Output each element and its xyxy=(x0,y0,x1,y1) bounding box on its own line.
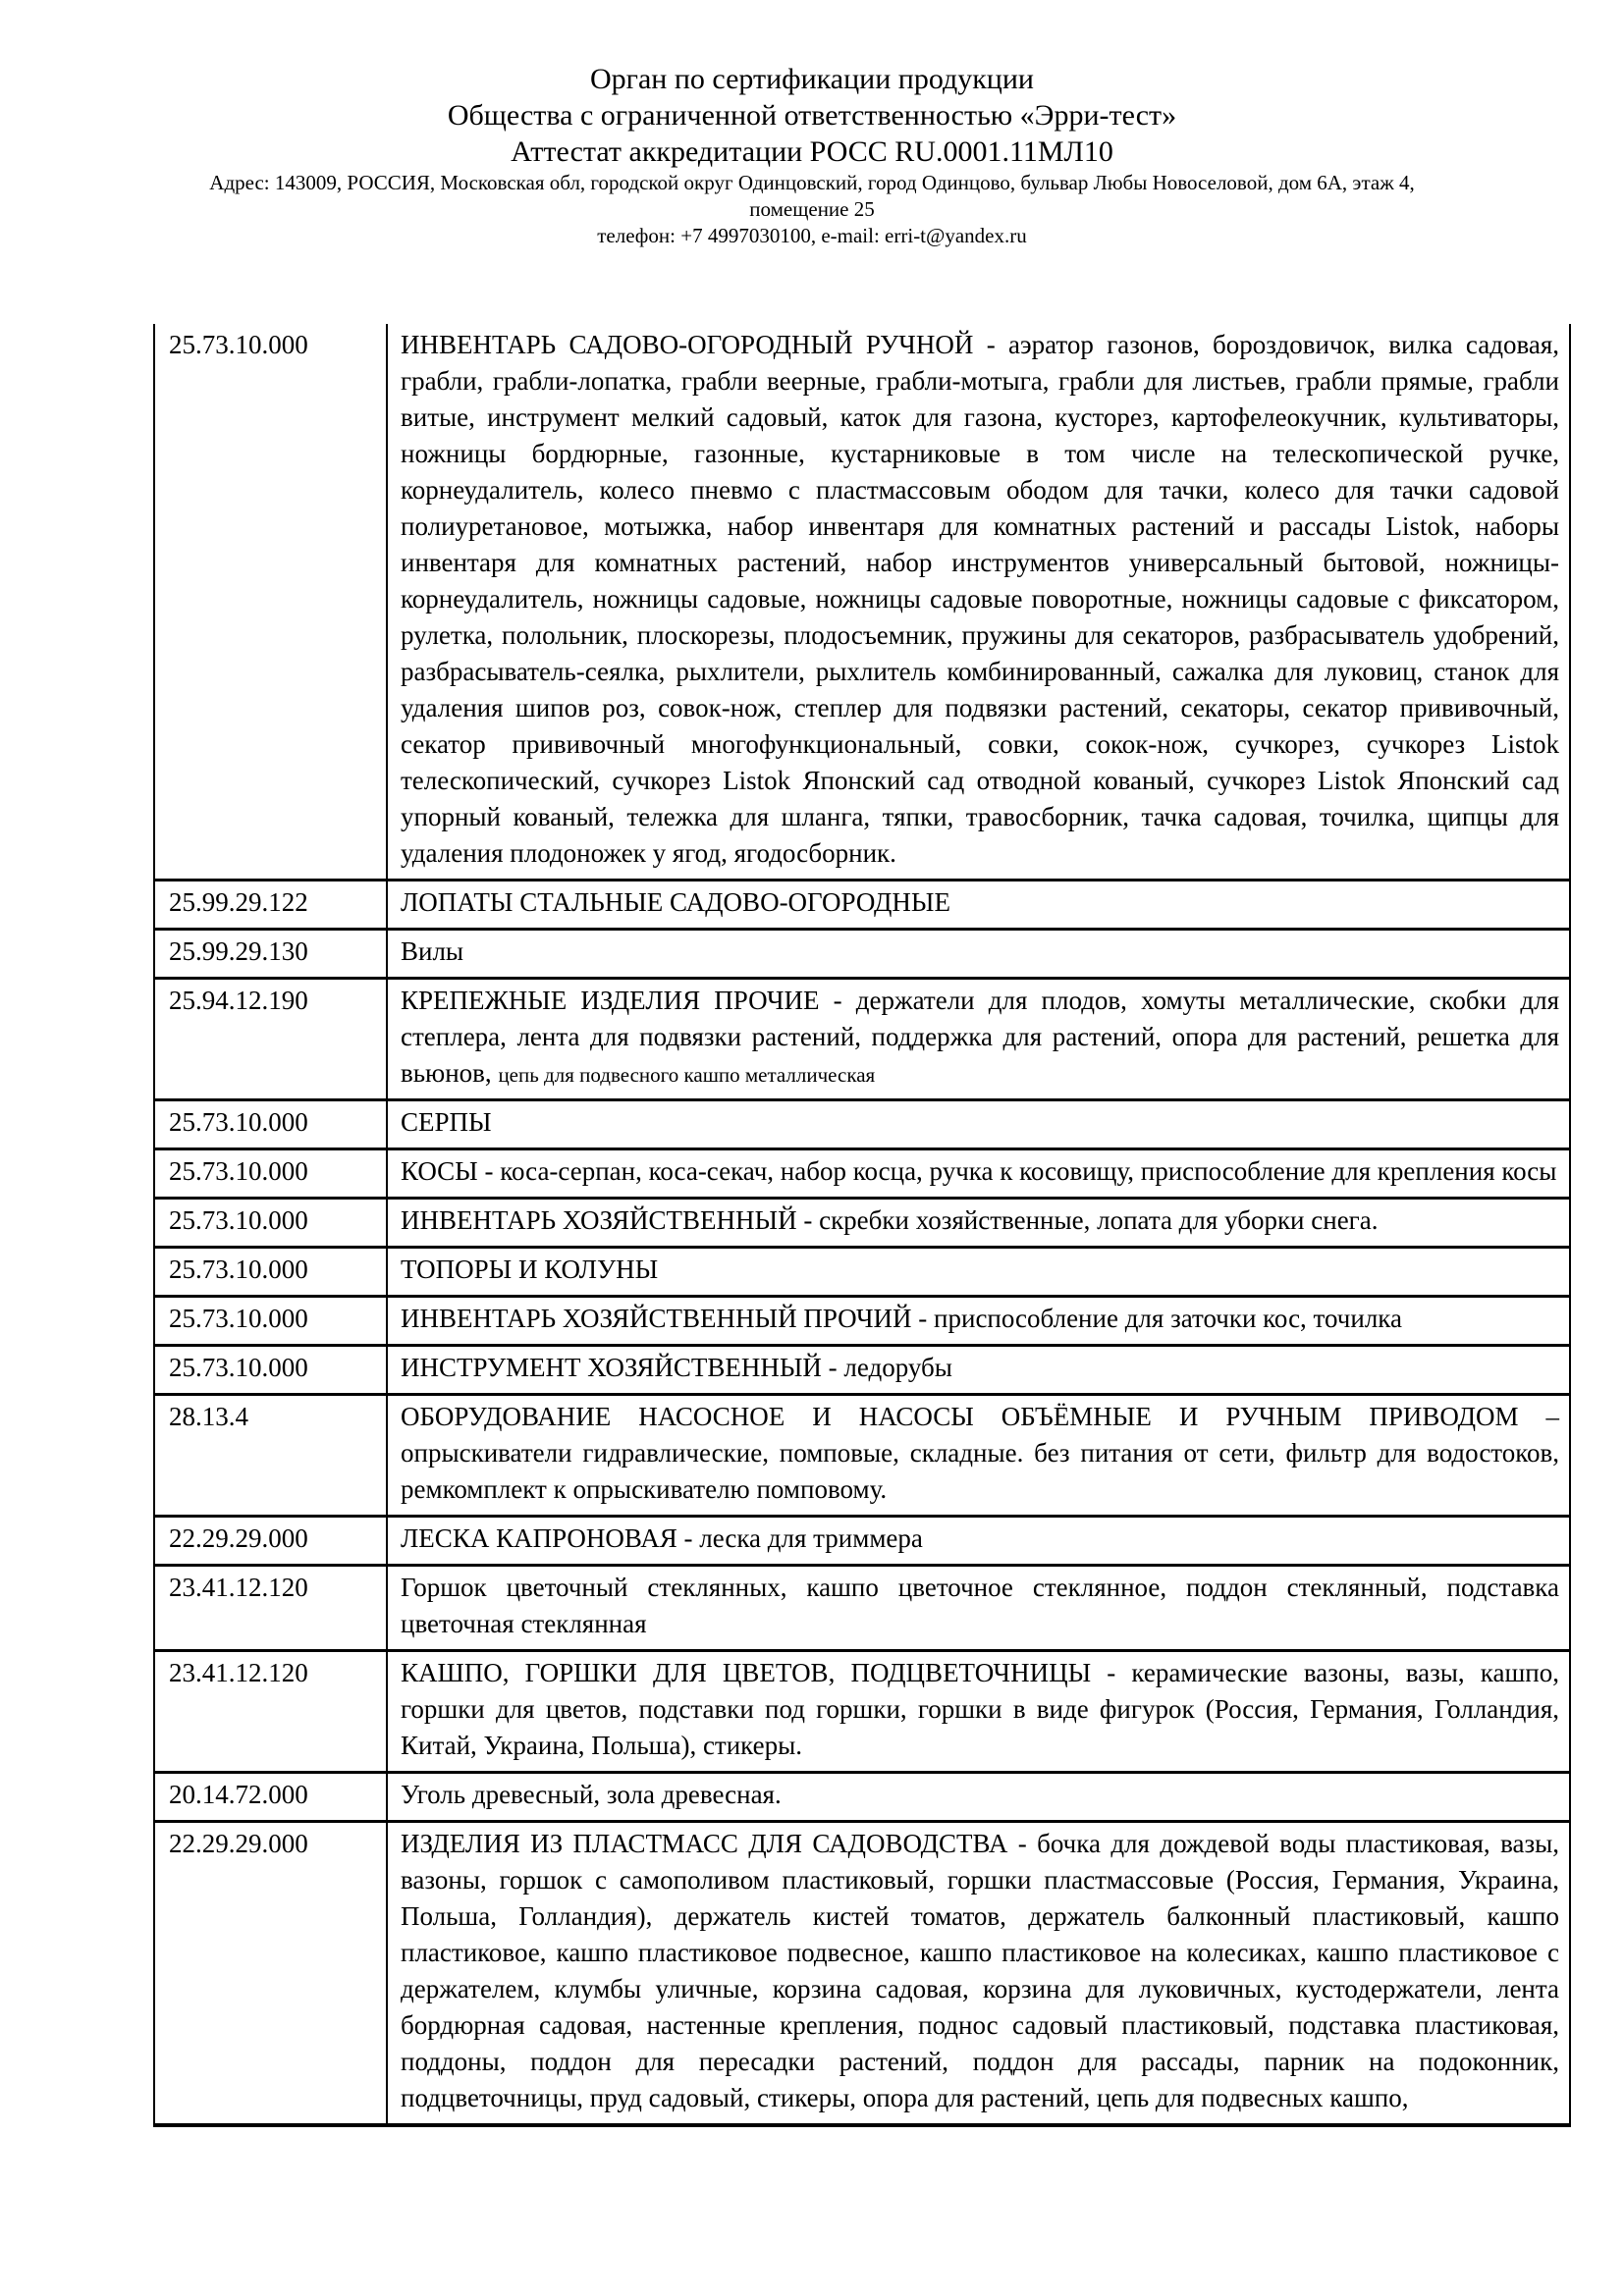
table-row xyxy=(154,1297,1570,1346)
row-description xyxy=(387,1651,1570,1773)
row-code: 25.73.10.000 xyxy=(154,1297,387,1346)
row-code: 25.99.29.130 xyxy=(154,930,387,979)
contacts-line: телефон: +7 4997030100, e-mail: erri-t@yandex.ru xyxy=(597,224,1027,247)
row-description-small-text: цепь для подвесного кашпо металлическая xyxy=(498,1063,876,1087)
row-code: 25.94.12.190 xyxy=(154,979,387,1100)
row-description xyxy=(387,1566,1570,1651)
table-row xyxy=(154,1566,1570,1651)
row-code: 25.73.10.000 xyxy=(154,1346,387,1395)
table-row xyxy=(154,1395,1570,1517)
row-description xyxy=(387,1199,1570,1248)
row-description-text: Уголь древесный, зола древесная. xyxy=(401,1780,782,1809)
table-row xyxy=(154,930,1570,979)
row-description xyxy=(387,1149,1570,1199)
table-row xyxy=(154,1248,1570,1297)
row-description-text: ЛЕСКА КАПРОНОВАЯ - леска для триммера xyxy=(401,1523,923,1553)
table-row xyxy=(154,1517,1570,1566)
table-row xyxy=(154,1149,1570,1199)
table-row xyxy=(154,1100,1570,1149)
row-description-text: СЕРПЫ xyxy=(401,1107,492,1137)
row-description-text: ЛОПАТЫ СТАЛЬНЫЕ САДОВО-ОГОРОДНЫЕ xyxy=(401,887,950,917)
address-premises-line: помещение 25 xyxy=(749,197,875,221)
table-row xyxy=(154,1651,1570,1773)
row-description xyxy=(387,979,1570,1100)
row-description xyxy=(387,1248,1570,1297)
row-code: 28.13.4 xyxy=(154,1395,387,1517)
org-name-line: Общества с ограниченной ответственностью «Эрри-тест» xyxy=(447,99,1177,132)
table-row xyxy=(154,1822,1570,2126)
row-code: 25.73.10.000 xyxy=(154,1248,387,1297)
accreditation-line: Аттестат аккредитации РОСС RU.0001.11МЛ10 xyxy=(511,135,1113,168)
row-description xyxy=(387,1773,1570,1822)
row-description-text: ИНВЕНТАРЬ ХОЗЯЙСТВЕННЫЙ - скребки хозяйственные, лопата для уборки снега. xyxy=(401,1205,1379,1235)
row-code: 25.73.10.000 xyxy=(154,324,387,881)
row-description xyxy=(387,1517,1570,1566)
row-code: 25.73.10.000 xyxy=(154,1199,387,1248)
row-description xyxy=(387,881,1570,930)
row-description xyxy=(387,1297,1570,1346)
row-description xyxy=(387,1100,1570,1149)
row-description-text: ТОПОРЫ И КОЛУНЫ xyxy=(401,1255,659,1284)
document-header xyxy=(0,0,1624,249)
row-description xyxy=(387,1395,1570,1517)
row-description-text: ИНСТРУМЕНТ ХОЗЯЙСТВЕННЫЙ - ледорубы xyxy=(401,1353,952,1382)
row-description-text: Вилы xyxy=(401,936,464,966)
row-description-text: ИНВЕНТАРЬ САДОВО-ОГОРОДНЫЙ РУЧНОЙ - аэратор газонов, бороздовичок, вилка садовая, грабли, грабли-лопатка, грабли веерные, грабли-мотыга, грабли для листьев, грабли прямые, грабли витые, инструмент мелкий садовый, каток для газона, кусторез, картофелеокучник, культиваторы, ножницы бордюрные, газонные, кустарниковые в том числе на телескопической ручке, корнеудалитель, колесо пневмо с пластмассовым ободом для тачки, колесо для тачки садовой полиуретановое, мотыжка, набор инвентаря для комнатных растений и рассады Listok, наборы инвентаря для комнатных растений, набор инструментов универсальный бытовой, ножницы-корнеудалитель, ножницы садовые, ножницы садовые поворотные, ножницы садовые с фиксатором, рулетка, полольник, плоскорезы, плодосъемник, пружины для секаторов, разбрасыватель удобрений, разбрасыватель-сеялка, рыхлители, рыхлитель комбинированный, сажалка для луковиц, станок для удаления шипов роз, совок-нож, степлер для подвязки растений, секаторы, секатор прививочный, секатор прививочный многофункциональный, совки, сокок-нож, сучкорез, сучкорез Listok телескопический, сучкорез Listok Японский сад отводной кованый, сучкорез Listok Японский сад упорный кованый, тележка для шланга, тяпки, травосборник, тачка садовая, точилка, щипцы для удаления плодоножек у ягод, ягодосборник. xyxy=(401,330,1559,868)
row-code: 22.29.29.000 xyxy=(154,1517,387,1566)
org-type-line: Орган по сертификации продукции xyxy=(590,63,1034,95)
row-description-text: КОСЫ - коса-серпан, коса-секач, набор косца, ручка к косовищу, приспособление для крепления косы xyxy=(401,1156,1557,1186)
row-description-text: Горшок цветочный стеклянных, кашпо цветочное стеклянное, поддон стеклянный, подставка цветочная стеклянная xyxy=(401,1573,1559,1638)
row-description-text: ИЗДЕЛИЯ ИЗ ПЛАСТМАСС ДЛЯ САДОВОДСТВА - бочка для дождевой воды пластиковая, вазы, вазоны, горшок с самополивом пластиковый, горшки пластмассовые (Россия, Германия, Украина, Польша, Голландия), держатель кистей томатов, держатель балконный пластиковый, кашпо пластиковое, кашпо пластиковое подвесное, кашпо пластиковое на колесиках, кашпо пластиковое с держателем, клумбы уличные, корзина садовая, корзина для луковичных, кустодержатели, лента бордюрная садовая, настенные крепления, поднос садовый пластиковый, подставка пластиковая, поддоны, поддон для пересадки растений, поддон для рассады, парник на подоконник, подцветочницы, пруд садовый, стикеры, опора для растений, цепь для подвесных кашпо, xyxy=(401,1829,1559,2112)
row-code: 25.73.10.000 xyxy=(154,1149,387,1199)
row-description-text: КАШПО, ГОРШКИ ДЛЯ ЦВЕТОВ, ПОДЦВЕТОЧНИЦЫ - керамические вазоны, вазы, кашпо, горшки для цветов, подставки под горшки, горшки в виде фигурок (Россия, Германия, Голландия, Китай, Украина, Польша), стикеры. xyxy=(401,1658,1559,1760)
table-row xyxy=(154,979,1570,1100)
product-codes-table xyxy=(153,324,1571,2127)
table-row xyxy=(154,1773,1570,1822)
row-description-text: ОБОРУДОВАНИЕ НАСОСНОЕ И НАСОСЫ ОБЪЁМНЫЕ И РУЧНЫМ ПРИВОДОМ – опрыскиватели гидравлические, помповые, складные. без питания от сети, фильтр для водостоков, ремкомплект к опрыскивателю помповому. xyxy=(401,1402,1559,1504)
row-description xyxy=(387,1822,1570,2126)
table-row xyxy=(154,1199,1570,1248)
table-row xyxy=(154,881,1570,930)
row-description xyxy=(387,930,1570,979)
row-code: 25.99.29.122 xyxy=(154,881,387,930)
table-row xyxy=(154,324,1570,881)
table-row xyxy=(154,1346,1570,1395)
row-description-text: КРЕПЕЖНЫЕ ИЗДЕЛИЯ ПРОЧИЕ - держатели для плодов, хомуты металлические, скобки для степлера, лента для подвязки растений, поддержка для растений, опора для растений, решетка для вьюнов, xyxy=(401,986,1559,1088)
row-code: 23.41.12.120 xyxy=(154,1566,387,1651)
row-code: 25.73.10.000 xyxy=(154,1100,387,1149)
address-line: Адрес: 143009, РОССИЯ, Московская обл, городской округ Одинцовский, город Одинцово, бульвар Любы Новоселовой, дом 6А, этаж 4, xyxy=(209,171,1415,194)
table-body xyxy=(154,324,1570,2125)
row-description-text: ИНВЕНТАРЬ ХОЗЯЙСТВЕННЫЙ ПРОЧИЙ - приспособление для заточки кос, точилка xyxy=(401,1304,1403,1333)
row-code: 20.14.72.000 xyxy=(154,1773,387,1822)
row-description xyxy=(387,324,1570,881)
row-code: 22.29.29.000 xyxy=(154,1822,387,2126)
row-code: 23.41.12.120 xyxy=(154,1651,387,1773)
row-description xyxy=(387,1346,1570,1395)
